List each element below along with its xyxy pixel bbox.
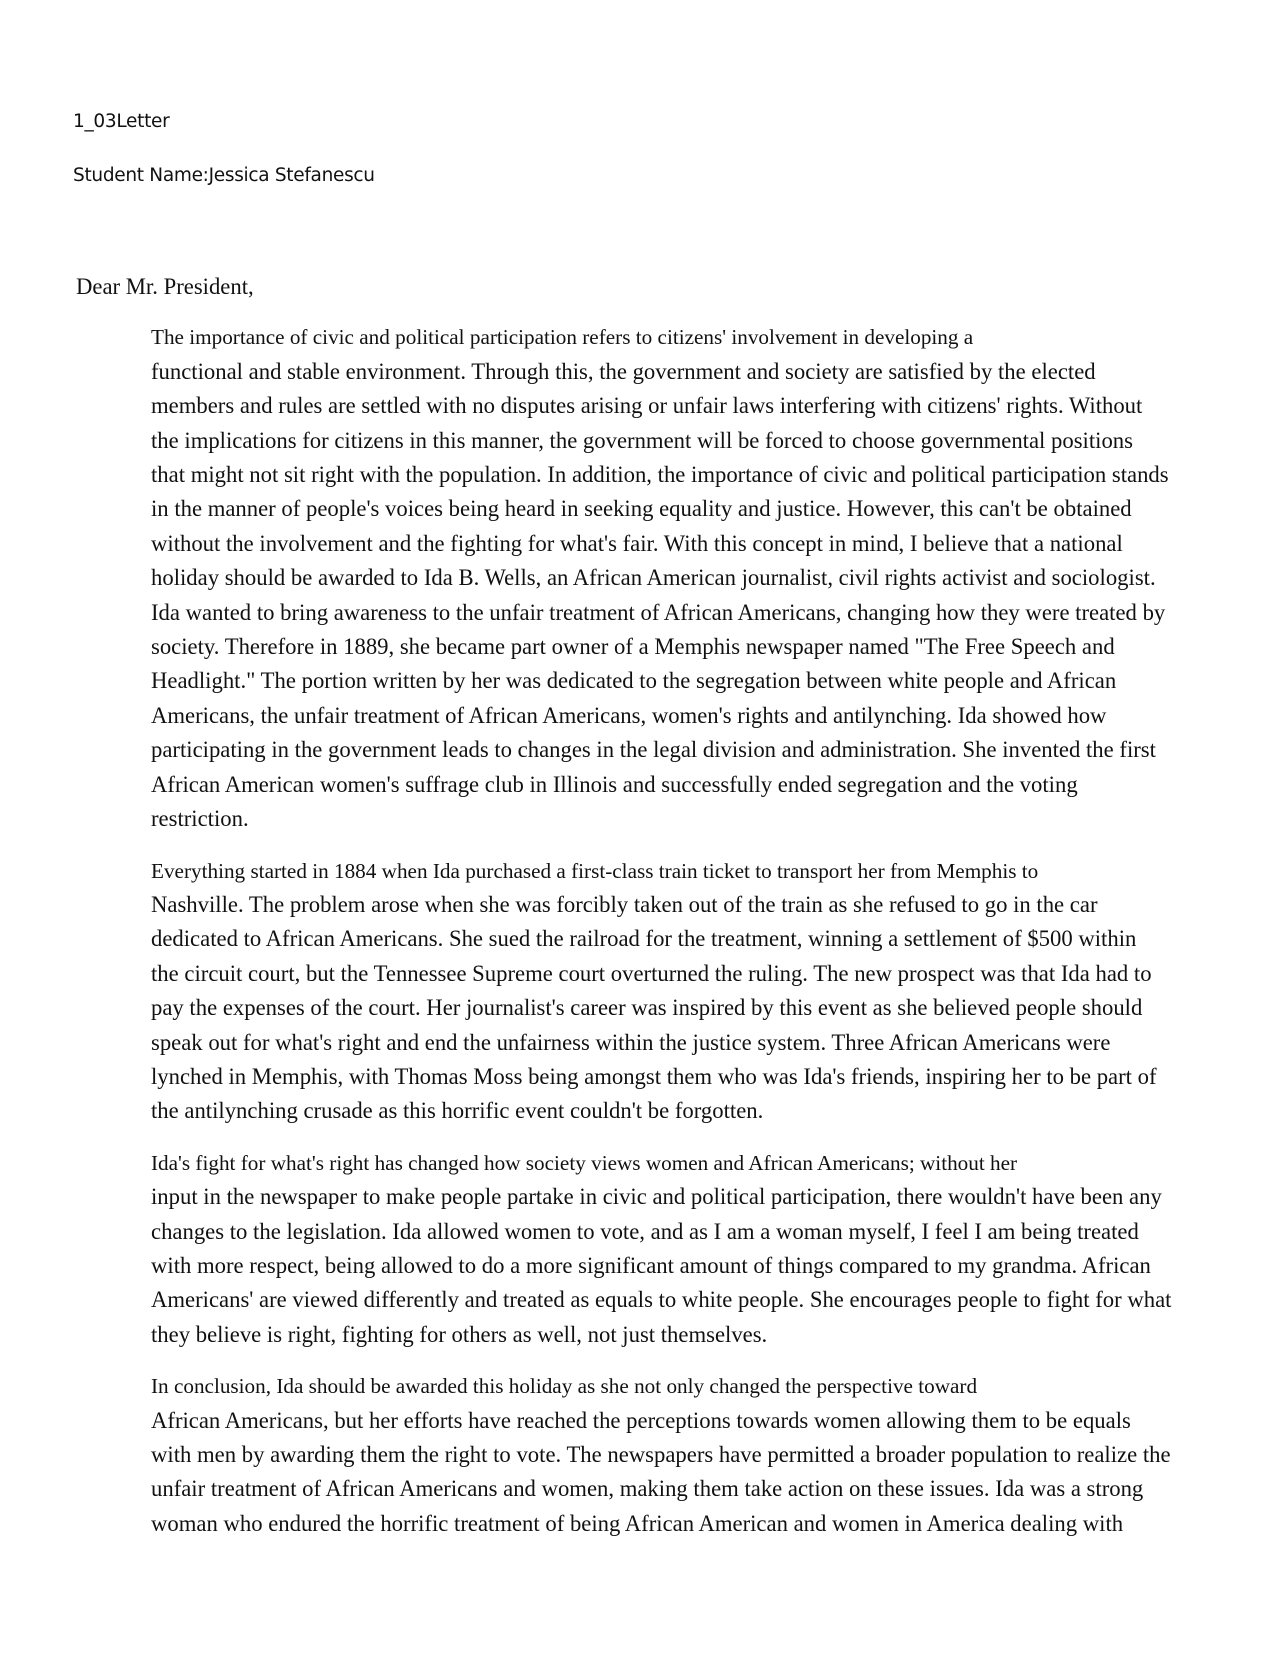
text-line: the implications for citizens in this manner, the government will be forced to choose governmental positions bbox=[151, 427, 1133, 453]
text-line: The importance of civic and political participation refers to citizens' involvement in developing a bbox=[151, 325, 974, 350]
letter-body bbox=[76, 270, 1211, 1558]
text-line: input in the newspaper to make people partake in civic and political participation, there wouldn't have been any bbox=[151, 1184, 1162, 1210]
text-line: Americans' are viewed differently and treated as equals to white people. She encourages people to fight for what bbox=[151, 1287, 1172, 1313]
text-line: restriction. bbox=[151, 806, 249, 832]
text-line: without the involvement and the fighting for what's fair. With this concept in mind, I believe that a national bbox=[151, 530, 1123, 556]
text-line: Americans, the unfair treatment of African Americans, women's rights and antilynching. Ida showed how bbox=[151, 702, 1107, 728]
paragraph-2 bbox=[76, 854, 1211, 1129]
text-line: holiday should be awarded to Ida B. Wells, an African American journalist, civil rights activist and sociologist. bbox=[151, 565, 1156, 591]
text-line: Ida wanted to bring awareness to the unfair treatment of African Americans, changing how they were treated by bbox=[151, 599, 1166, 625]
text-line: in the manner of people's voices being heard in seeking equality and justice. However, this can't be obtained bbox=[151, 496, 1132, 522]
text-line: that might not sit right with the population. In addition, the importance of civic and political participation stands bbox=[151, 462, 1169, 488]
text-line: participating in the government leads to changes in the legal division and administration. She invented the first bbox=[151, 737, 1156, 763]
document-id: 1_03Letter bbox=[73, 111, 170, 132]
text-line: unfair treatment of African Americans and women, making them take action on these issues. Ida was a strong bbox=[151, 1476, 1144, 1502]
paragraph-4 bbox=[76, 1369, 1211, 1541]
text-line: with men by awarding them the right to vote. The newspapers have permitted a broader population to realize the bbox=[151, 1442, 1171, 1467]
text-line: Ida's fight for what's right has changed how society views women and African Americans; without her bbox=[151, 1150, 1018, 1175]
text-line: Headlight." The portion written by her was dedicated to the segregation between white people and African bbox=[151, 668, 1117, 694]
text-line: Everything started in 1884 when Ida purchased a first-class train ticket to transport her from Memphis to bbox=[151, 858, 1039, 883]
text-line: pay the expenses of the court. Her journalist's career was inspired by this event as she believed people should bbox=[151, 995, 1143, 1021]
text-line: the circuit court, but the Tennessee Supreme court overturned the ruling. The new prospect was that Ida had to bbox=[151, 960, 1152, 986]
text-line: with more respect, being allowed to do a more significant amount of things compared to my grandma. African bbox=[151, 1252, 1151, 1278]
text-line: changes to the legislation. Ida allowed women to vote, and as I am a woman myself, I feel I am being treated bbox=[151, 1218, 1139, 1244]
text-line: society. Therefore in 1889, she became part owner of a Memphis newspaper named "The Free Speech and bbox=[151, 634, 1115, 660]
student-name: Student Name:Jessica Stefanescu bbox=[73, 165, 375, 186]
text-line: speak out for what's right and end the unfairness within the justice system. Three African Americans were bbox=[151, 1029, 1111, 1055]
text-line: In conclusion, Ida should be awarded this holiday as she not only changed the perspective toward bbox=[151, 1374, 978, 1399]
text-line: members and rules are settled with no disputes arising or unfair laws interfering with citizens' rights. Without bbox=[151, 393, 1143, 419]
text-line: lynched in Memphis, with Thomas Moss being amongst them who was Ida's friends, inspiring her to be part of bbox=[151, 1063, 1157, 1089]
text-line: functional and stable environment. Through this, the government and society are satisfied by the elected bbox=[151, 358, 1096, 384]
text-line: dedicated to African Americans. She sued the railroad for the treatment, winning a settlement of $500 within bbox=[151, 926, 1137, 952]
paragraph-1 bbox=[76, 320, 1211, 836]
text-line: African American women's suffrage club in Illinois and successfully ended segregation and the voting bbox=[151, 771, 1078, 797]
text-line: the antilynching crusade as this horrific event couldn't be forgotten. bbox=[151, 1098, 764, 1124]
salutation: Dear Mr. President, bbox=[76, 274, 254, 299]
text-line: African Americans, but her efforts have reached the perceptions towards women allowing them to be equals bbox=[151, 1407, 1131, 1433]
paragraph-3 bbox=[76, 1146, 1211, 1352]
text-line: Nashville. The problem arose when she was forcibly taken out of the train as she refused to go in the car bbox=[151, 891, 1098, 917]
text-line: woman who endured the horrific treatment of being African American and women in America dealing with bbox=[151, 1510, 1124, 1536]
text-line: they believe is right, fighting for others as well, not just themselves. bbox=[151, 1321, 768, 1347]
